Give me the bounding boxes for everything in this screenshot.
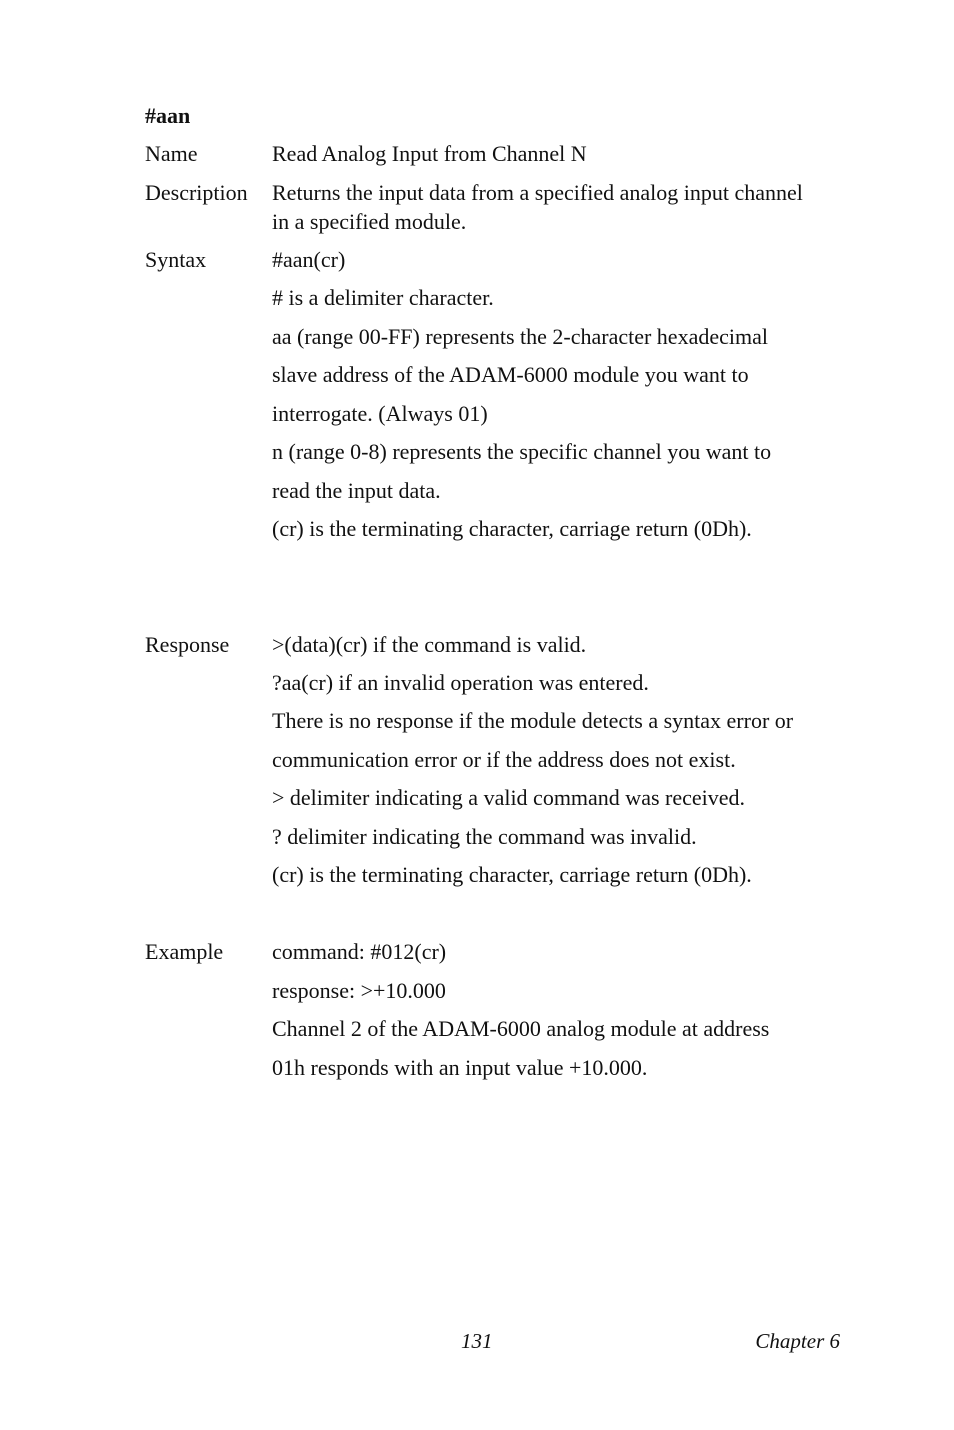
response-line: ? delimiter indicating the command was invalid.	[272, 824, 697, 849]
response-line: There is no response if the module detects a syntax error or	[272, 708, 794, 733]
response-line: >(data)(cr) if the command is valid.	[272, 632, 587, 657]
response-label: Response	[145, 632, 230, 657]
example-line: command: #012(cr)	[272, 939, 447, 964]
syntax-line: slave address of the ADAM-6000 module you want to	[272, 362, 749, 387]
name-label: Name	[145, 141, 198, 166]
chapter-label: Chapter 6	[755, 1329, 840, 1353]
response-line: ?aa(cr) if an invalid operation was entered.	[272, 670, 649, 695]
response-line: (cr) is the terminating character, carriage return (0Dh).	[272, 862, 752, 887]
page-number: 131	[461, 1329, 493, 1353]
command-title: #aan	[145, 103, 191, 128]
syntax-line: n (range 0-8) represents the specific channel you want to	[272, 439, 772, 464]
example-line: Channel 2 of the ADAM-6000 analog module at address	[272, 1016, 770, 1041]
syntax-line: interrogate. (Always 01)	[272, 401, 488, 426]
syntax-label: Syntax	[145, 247, 207, 272]
example-label: Example	[145, 939, 224, 964]
response-line: > delimiter indicating a valid command was received.	[272, 785, 746, 810]
example-line: 01h responds with an input value +10.000.	[272, 1055, 648, 1080]
syntax-line: (cr) is the terminating character, carriage return (0Dh).	[272, 516, 752, 541]
name-text: Read Analog Input from Channel N	[272, 141, 587, 166]
syntax-line: # is a delimiter character.	[272, 285, 494, 310]
syntax-line: aa (range 00-FF) represents the 2-character hexadecimal	[272, 324, 768, 349]
description-label: Description	[145, 180, 248, 205]
response-line: communication error or if the address does not exist.	[272, 747, 736, 772]
syntax-line: read the input data.	[272, 478, 441, 503]
syntax-line: #aan(cr)	[272, 247, 346, 272]
description-line: Returns the input data from a specified analog input channel	[272, 180, 803, 205]
description-line: in a specified module.	[272, 209, 467, 234]
example-line: response: >+10.000	[272, 978, 446, 1003]
